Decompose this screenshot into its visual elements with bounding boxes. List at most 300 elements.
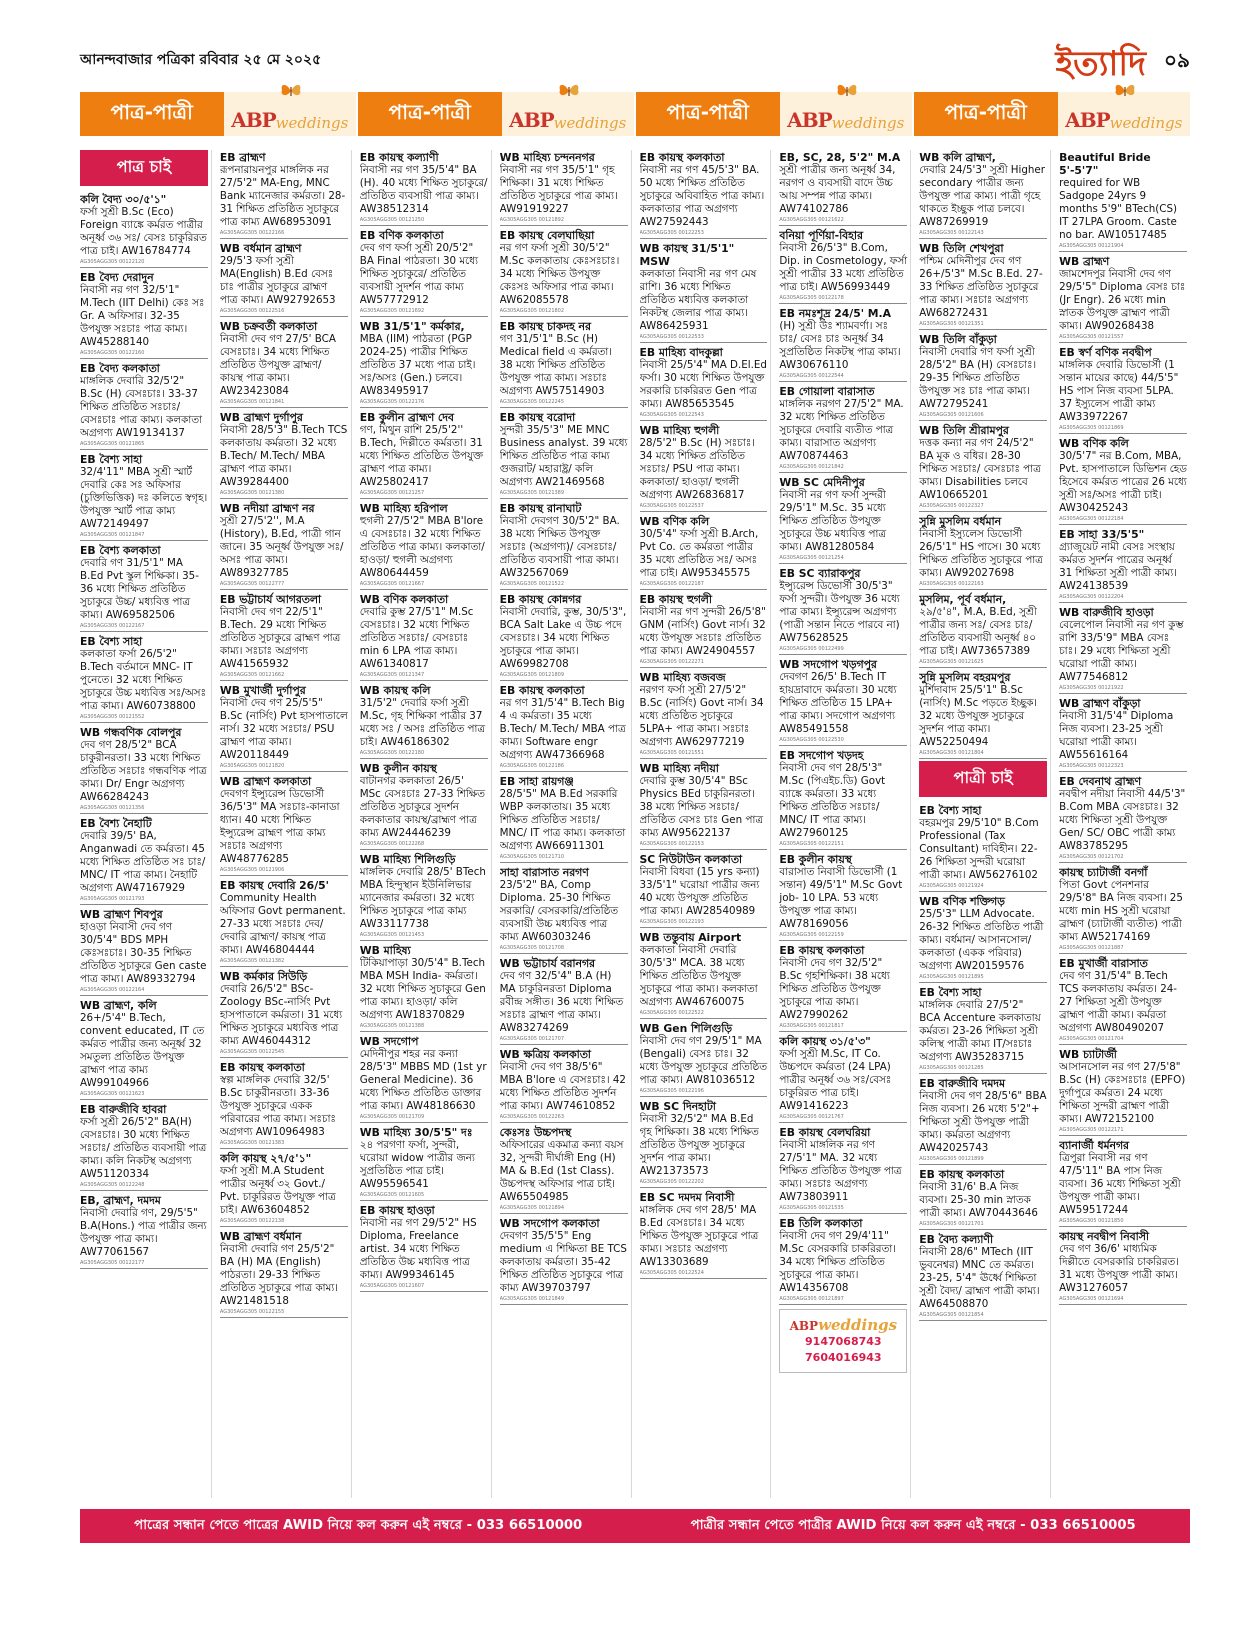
ad-reference-code: AG305AGG305 00121552 (80, 714, 145, 720)
classified-ad (500, 865, 628, 954)
ad-heading: WB SC দিনহাটা (639, 1100, 716, 1113)
abp-weddings-logo (1058, 92, 1190, 136)
ad-heading: EB বৈশ্য সাহা (919, 804, 982, 817)
classified-ad (640, 1099, 768, 1188)
section-heading-patri-chai: পাত্রী চাই (919, 761, 1047, 797)
ad-reference-code: AG305AGG305 00122204 (1059, 594, 1124, 600)
ad-text: পশ্চিম মেদিনীপুর দেব গণ 26+/5'3" M.Sc B.Ed. 27-33 শিক্ষিত প্রতিষ্ঠিত সুচাকুরে পাত্র কাম্য। সঃচাঃ অগ্রগণ্য AW68272431 (919, 255, 1043, 319)
ad-reference-code: AG305AGG305 00122268 (359, 841, 425, 847)
ad-heading: WB মাহিষ্য শিলিগুড়ি (359, 853, 456, 866)
ad-reference-code: AG305AGG305 00121841 (219, 399, 285, 405)
band-title: পাত্র-পাত্রী (636, 92, 780, 136)
classified-column (1059, 150, 1190, 1498)
classified-ad (220, 1151, 348, 1227)
abp-weddings-contact-box (779, 1309, 907, 1373)
ad-reference-code: AG305AGG305 00121820 (219, 763, 285, 769)
ad-reference-code: AG305AGG305 00122171 (1059, 1127, 1124, 1133)
classified-ad (779, 943, 907, 1032)
ad-reference-code: AG305AGG305 00122522 (639, 1010, 704, 1016)
ad-reference-code: AG305AGG305 00121622 (779, 217, 844, 223)
ad-text: দত্তক কন্যা নর গণ 24/5'2" BA মূক ও বধির। 28-30 শিক্ষিত সঃচাঃ/ বেসঃচাঃ পাত্র কাম্য। Disabilities চলবে AW10665201 (919, 437, 1041, 501)
classified-ad (640, 345, 768, 421)
classified-columns (80, 150, 1190, 1498)
ad-heading: WB ব্রাহ্মণ বাঁকুড়া (1059, 697, 1141, 710)
ad-text: হুগলী 27/5'2" MBA B'lore এ বেসঃচাঃ। 32 মধ্যে শিক্ষিত প্রতিষ্ঠিত পাত্র কাম্য। কলকাতা/ হাওড়া/ হুগলী অগ্রগণ্য AW80644459 (359, 515, 485, 579)
ad-heading: কায়স্থ নবদ্বীপ নিবাসী (1059, 1230, 1150, 1243)
ad-heading: EB কুলীন ব্রাহ্মণ দেব (359, 411, 454, 424)
ad-text: জামশেদপুর নিবাসী দেব গণ 29/5'5" Diploma বেসঃ চাঃ (Jr Engr). 26 মধ্যে min স্নাতক উপযুক্ত ব্রাহ্মণ পাত্রী কাম্য। AW90268438 (1059, 268, 1186, 332)
ad-reference-code: AG305AGG305 00121802 (499, 308, 565, 314)
ad-heading: EB কায়স্থ কলকাতা (919, 1168, 1005, 1181)
ad-text: 31/5'2" দেবারি ফর্সা সুশ্রী M.Sc, গৃহ শিক্ষিকা পাত্রীর 37 মধ্যে সঃ / অসঃ প্রতিষ্ঠিত পাত্র চাই। AW46186302 (359, 697, 485, 748)
ad-reference-code: AG305AGG305 00122196 (639, 1088, 704, 1094)
classified-ad (779, 657, 907, 746)
ad-text: required for WB Sadgope 24yrs 9 months 5'9" BTech(CS) IT 27LPA Groom. Caste no bar. AW10517485 (1059, 177, 1178, 241)
logo-weddings: weddings (1109, 114, 1183, 132)
ad-heading: EB কায়স্থ কলকাতা (779, 944, 865, 957)
section-heading-patro-chai: পাত্র চাই (80, 150, 208, 186)
promo-logo-abp: ABP (789, 1319, 819, 1333)
ad-reference-code: AG305AGG305 00122143 (919, 230, 984, 236)
ad-heading: WB বণিক কলি (639, 515, 710, 528)
classified-ad (779, 1216, 907, 1305)
ad-heading: EB বৈশ্য নৈহাটি (80, 817, 152, 830)
ad-heading: EB মুখার্জী বারাসাত (1059, 957, 1148, 970)
classified-ad (779, 228, 907, 304)
ad-text: বহরমপুর 29/5'10" B.Com Professional (Tax Consultant) দাবিহীন। 22-26 শিক্ষিতা সুন্দরী ঘরোয়া পাত্রী কাম্য। AW56276102 (919, 817, 1039, 881)
ad-heading: WB বর্ধমান ব্রাহ্মণ (219, 242, 302, 255)
promo-logo-weddings: weddings (818, 1316, 898, 1334)
ad-reference-code: AG305AGG305 00121389 (499, 490, 565, 496)
classified-ad (779, 150, 907, 226)
ad-heading: কায়স্থ চ্যাটার্জী বনগাঁ (1059, 866, 1148, 879)
ad-text: নিবাসী দেব গণ 32/5'2" B.Sc গৃহশিক্ষিকা। 38 মধ্যে শিক্ষিত প্রতিষ্ঠিত উপযুক্ত সুচাকুরে পাত্র কাম্য। AW27990262 (779, 957, 890, 1021)
ad-text: সুশ্রী 27/5'2'', M.A (History), B.Ed, পাত্রী গান জানে। 35 অনূর্ধ্ব উপযুক্ত সঃ/অসঃ পাত্র কাম্য। AW89327785 (219, 515, 344, 579)
ad-heading: WB SC মেদিনীপুর (779, 476, 865, 489)
ad-heading: WB তিলি বাঁকুড়া (919, 333, 997, 346)
ad-heading: WB মাহিষ্য হুগলী (639, 424, 720, 437)
ad-text: নিবাসী বিধবা (15 yrs কন্যা) 33/5'1" ঘরোয়া পাত্রীর জন্য 40 মধ্যে উপযুক্ত প্রতিষ্ঠিত পাত্র কাম্য। AW28540989 (639, 866, 760, 917)
ad-text: নিবাসী নর গণ 32/5'1" M.Tech (IIT Delhi) কেঃ সঃ Gr. A অফিসার। 32-35 উপযুক্ত সঃচাঃ পাত্র কাম্য। AW45288140 (80, 284, 205, 348)
ad-reference-code: AG305AGG305 00121707 (499, 1036, 565, 1042)
ad-text: দেব গণ 28/5'2" BCA চাকুরীনরতা। 33 মধ্যে শিক্ষিত প্রতিষ্ঠিত সঃচাঃ গন্ধবণিক পাত্র কাম্য। Dr/ Engr অগ্রগণ্য AW66284243 (80, 739, 207, 803)
ad-heading: EB কায়স্থ বরোদা (499, 411, 576, 424)
ad-text: সুন্দরী 35/5'3" ME MNC Business analyst. 39 মধ্যে শিক্ষিত প্রতিষ্ঠিত পাত্র কাম্য গুজরাট/ মহারাষ্ট্র/ কলি অগ্রগণ্য AW21469568 (499, 424, 628, 488)
ad-text: দেব গণ 32/5'4" B.A (H) MA চাকুরিনরতা Diploma রবীন্দ্র সঙ্গীত। 36 মধ্যে শিক্ষিত সঃচাঃ ব্রাহ্মণ পাত্র কাম্য। AW83274269 (499, 970, 624, 1034)
ad-heading: EB, ব্রাহ্মণ, দমদম (80, 1194, 161, 1207)
ad-heading: WB কুলীন কায়স্থ (359, 762, 437, 775)
ad-reference-code: AG305AGG305 00121865 (80, 441, 145, 447)
ad-heading: EB বৈশ্য সাহা (80, 635, 143, 648)
ad-heading: WB ব্রাহ্মণ কলকাতা (219, 775, 312, 788)
ad-text: নিবাসী দেব গণ 28/5'6" BBA নিজ ব্যবসা। 26 মধ্যে 5'2"+ শিক্ষিতা সুশ্রী উপযুক্ত পাত্রী কাম্য। কর্মরতা অগ্রগণ্য AW42025743 (919, 1090, 1047, 1154)
ad-text: রূপনারায়নপুর মাঙ্গলিক নর 27/5'2" MA-Eng, MNC Bank ম্যানেজার কর্মরতা। 28-31 শিক্ষিত প্রতিষ্ঠিত সুচাকুরে পাত্র কাম্য AW68953091 (219, 164, 346, 228)
ad-text: নর গণ 31/5'4" B.Tech Big 4 এ কর্মরতা। 35 মধ্যে B.Tech/ M.Tech/ MBA পাত্র কাম্য। Software engr অগ্রগণ্য AW47366968 (499, 697, 626, 761)
ad-reference-code: AG305AGG305 00121804 (919, 750, 984, 756)
classified-ad (1059, 527, 1187, 603)
section-band (634, 92, 912, 136)
ad-text: নিবাসী নর গণ 29/5'2" HS Diploma, Freelance artist. 34 মধ্যে শিক্ষিত প্রতিষ্ঠিত উচ্চ মধ্যবিত্ত পাত্র কাম্য। AW99346145 (359, 1217, 477, 1281)
ad-text: ফর্সা সুশ্রী 26/5'2" BA(H) বেসঃচাঃ। 30 মধ্যে শিক্ষিত সঃচাঃ/ প্রতিষ্ঠিত ব্যবসায়ী পাত্র কাম্য। কলি নিকটস্থ অগ্রগণ্য AW51120334 (80, 1116, 207, 1180)
ad-heading: EB বৈশ্য সাহা (919, 986, 982, 999)
ad-heading: EB বৈশ্য কলকাতা (80, 544, 161, 557)
footer-banner (80, 1509, 1190, 1543)
ad-text: দেবগণ ইন্স্যুরেন্স ডিভোর্সী 36/5'3" MA সঃচাঃ-কানাডা ধ্যান। 40 মধ্যে শিক্ষিত ইন্স্যুরেন্স ব্রাহ্মণ পাত্র কাম্য সঃচাঃ অগ্রগণ্য AW48776285 (219, 788, 340, 865)
ad-heading: WB সদগোপ (359, 1035, 419, 1048)
ad-reference-code: AG305AGG305 00121254 (779, 555, 844, 561)
classified-ad (919, 241, 1047, 330)
ad-text: পিতা Govt পেনশনার 29/5'8" BA নিজ ব্যবসা। 25 মধ্যে min HS সুশ্রী ঘরোয়া ব্রাহ্মণ (চ্যাটার্জী ব্যতীত) পাত্রী কাম্য AW52174169 (1059, 879, 1183, 943)
ad-text: নিবাসী 28/5'3" B.Tech TCS কলকাতায় কর্মরতা। 32 মধ্যে B.Tech/ M.Tech/ MBA ব্রাহ্মণ পাত্র কাম্য। AW39284400 (219, 424, 348, 488)
ad-text: নর গণ ফর্সা সুশ্রী 30/5'2" M.Sc কলকাতায় কেঃসঃচাঃ। 34 মধ্যে শিক্ষিত উপযুক্ত কেঃসঃ অফিসার পাত্র কাম্য। AW62085578 (499, 242, 620, 306)
classified-ad (640, 423, 768, 512)
ad-reference-code: AG305AGG305 00122120 (80, 259, 145, 265)
ad-reference-code: AG305AGG305 00121850 (1059, 1218, 1124, 1224)
ad-text: নিবাসী নর গণ ফর্সা সুন্দরী 29/5'1" M.Sc. 35 মধ্যে শিক্ষিত প্রতিষ্ঠিত উপযুক্ত সুচাকুরে উচ্চ মধ্যবিত্ত পাত্র কাম্য। AW81280584 (779, 489, 886, 553)
classified-ad (500, 1047, 628, 1123)
ad-reference-code: AG305AGG305 00121257 (359, 490, 425, 496)
logo-weddings: weddings (275, 114, 349, 132)
ad-text: গণ, মিথুন রাশি 25/5'2'' B.Tech, দিল্লীতে কর্মরতা। 31 মধ্যে শিক্ষিত প্রতিষ্ঠিত উপযুক্ত ব্রাহ্মণ পাত্র কাম্য। AW25802417 (359, 424, 483, 488)
ad-heading: WB চ্যাটার্জী (1059, 1048, 1117, 1061)
ad-reference-code: AG305AGG305 00122178 (779, 295, 844, 301)
ad-reference-code: AG305AGG305 00121809 (499, 672, 565, 678)
ad-text: 23/5'2" BA, Comp Diploma. 25-30 শিক্ষিত সরকারি/ বেসরকারি/প্রতিষ্ঠিত ব্যবসায়ী উচ্চ মধ্যবিত্ত পাত্র কাম্য AW60303246 (499, 879, 619, 943)
classified-column (80, 150, 212, 1498)
ad-reference-code: AG305AGG305 00121605 (359, 1192, 425, 1198)
ad-heading: মুসলিম, পূর্ব বর্ধমান, (919, 593, 1007, 606)
ad-reference-code: AG305AGG305 00122164 (80, 987, 145, 993)
classified-ad (919, 803, 1047, 892)
ad-heading: EB বণিক কলকাতা (359, 229, 444, 242)
ad-heading: EB সাহা 33/5'5" (1059, 528, 1145, 541)
ad-reference-code: AG305AGG305 00121869 (1059, 425, 1124, 431)
classified-ad (919, 1167, 1047, 1230)
ad-text: কলকাতা ফর্সা 26/5'2" B.Tech বর্তমানে MNC- IT পুনেতে। 32 মধ্যে শিক্ষিত সুচাকুরে উচ্চ মধ্যবিত্ত সঃ/অসঃ পাত্র কাম্য। AW60738800 (80, 648, 206, 712)
classified-ad (360, 1203, 488, 1292)
ad-reference-code: AG305AGG305 00121383 (219, 1140, 285, 1146)
classified-ad (1059, 1229, 1187, 1305)
ad-text: অফিসারের একমাত্র কন্যা বয়স 32, সুন্দরী দীর্ঘাঙ্গী Eng (H) MA & B.Ed (1st Class). উচ্চপদস্থ অফিসার পাত্র চাই। AW65504985 (499, 1139, 624, 1203)
classified-ad (640, 761, 768, 850)
ad-reference-code: AG305AGG305 00122193 (639, 919, 704, 925)
ad-heading: WB মাহিষ্য 30/5'5" দঃ (359, 1126, 473, 1139)
ad-text: দেবারি কুম্ভ 27/5'1" M.Sc বেসঃচাঃ। 32 মধ্যে শিক্ষিত প্রতিষ্ঠিত সঃচাঃ/ বেসঃচাঃ min 6 LPA পাত্র কাম্য। AW61340817 (359, 606, 474, 670)
ad-reference-code: AG305AGG305 00121285 (919, 1065, 984, 1071)
ad-reference-code: AG305AGG305 00122245 (499, 399, 565, 405)
butterfly-icon (558, 82, 580, 100)
ad-heading: WB ব্রাহ্মণ শিবপুর (80, 908, 163, 921)
ad-text: নিবাসী দেব গণ 28/5'3" M.Sc (পিএইচ.ডি) Govt ব্যাঙ্কে কর্মরতা। 33 মধ্যে শিক্ষিত প্রতিষ্ঠিত সঃচাঃ/ MNC/ IT পাত্র কাম্য। AW27960125 (779, 762, 886, 839)
ad-reference-code: AG305AGG305 00122151 (779, 841, 844, 847)
ad-reference-code: AG305AGG305 00122545 (219, 1049, 285, 1055)
classified-ad (919, 332, 1047, 421)
ad-reference-code: AG305AGG305 00121380 (219, 490, 285, 496)
classified-ad (80, 543, 208, 632)
classified-ad (1059, 696, 1187, 772)
band-title: পাত্র-পাত্রী (914, 92, 1058, 136)
ad-reference-code: AG305AGG305 00122524 (639, 1270, 704, 1276)
ad-reference-code: AG305AGG305 00122543 (639, 412, 704, 418)
ad-reference-code: AG305AGG305 00122248 (80, 1182, 145, 1188)
ad-text: নিবাসী 25/5'4" MA D.El.Ed ফর্সা। 30 মধ্যে শিক্ষিত উপযুক্ত সরকারি চাকরিরত Gen পাত্র কাম্য। AW85653545 (639, 359, 767, 410)
ad-heading: EB নমঃশূদ্র 24/5' M.A (779, 307, 892, 320)
ad-text: মুর্শিদাবাদ 25/5'1" B.Sc (নার্সিং) M.Sc পড়তে ইচ্ছুক। 32 মধ্যে উপযুক্ত সুচাকুরে সুদর্শন পাত্র কাম্য। AW52250494 (919, 684, 1037, 748)
ad-heading: WB মাহিষ্য নদীয়া (639, 762, 719, 775)
butterfly-icon (836, 82, 858, 100)
ad-heading: EB ব্রাহ্মণ (219, 151, 266, 164)
ad-text: ফর্সা সুশ্রী M.Sc, IT Co. উচ্চপদে কর্মরতা (24 LPA) পাত্রীর অনূর্ধ্ব ৩৬ সঃ/বেসঃ চাকুরিরত পাত্র চাই। AW91416223 (779, 1048, 892, 1112)
ad-text: কলকাতা নিবাসী দেবারি 30/5'3" MCA. 38 মধ্যে শিক্ষিত প্রতিষ্ঠিত উপযুক্ত সুচাকুরে পাত্র কাম্য। কলকাতা অগ্রগণ্য AW46760075 (639, 944, 758, 1008)
ad-text: নিবাসী দেবারি গণ, 29/5'5" B.A(Hons.) পাত্র পাত্রীর জন্য উপযুক্ত পাত্র কাম্য। AW77061567 (80, 1207, 207, 1258)
ad-heading: WB কলি ব্রাহ্মণ, (919, 151, 996, 164)
ad-heading: কলি কায়স্থ ২৭/৫'১" (219, 1152, 312, 1165)
ad-reference-code: AG305AGG305 00122327 (919, 503, 984, 509)
ad-text: দেবারি 39/5' BA, Anganwadi তে কর্মরতা। 45 মধ্যে শিক্ষিত প্রতিষ্ঠিত সঃ চাঃ/ MNC/ IT পাত্র কাম্য। নৈহাটি অগ্রগণ্য AW47167929 (80, 830, 206, 894)
classified-ad (779, 566, 907, 655)
ad-reference-code: AG305AGG305 00121854 (919, 1312, 984, 1318)
ad-reference-code: AG305AGG305 00121847 (80, 532, 145, 538)
classified-ad (360, 852, 488, 941)
ad-heading: সাহা বারাসাত নরগণ (499, 866, 589, 879)
classified-ad (1059, 345, 1187, 434)
classified-ad (1059, 605, 1187, 694)
classified-ad (500, 956, 628, 1045)
ad-heading: EB বৈশ্য সাহা (80, 453, 143, 466)
ad-heading: WB মাহিষ্য চন্দননগর (499, 151, 595, 164)
ad-heading: WB Gen শিলিগুড়ি (639, 1022, 733, 1035)
classified-ad (220, 592, 348, 681)
ad-text: নিবাসী দেব গণ 25/5'5" B.Sc (নার্সিং) Pvt হাসপাতালে নার্স। 32 মধ্যে সঃচাঃ/ PSU ব্রাহ্মণ পাত্র কাম্য। AW20118449 (219, 697, 348, 761)
ad-text: মাঙ্গলিক দেব গণ 28/5' MA B.Ed বেসঃচাঃ। 34 মধ্যে শিক্ষিত উপযুক্ত সুচাকুরে পাত্র কাম্য। সঃচাঃ অগ্রগণ্য AW13303689 (639, 1204, 759, 1268)
ad-heading: EB কুলীন কায়স্থ (779, 853, 852, 866)
ad-heading: EB তিলি কলকাতা (779, 1217, 863, 1230)
ad-text: MBA (IIM) পাঠরতা (PGP 2024-25) পাত্রীর শিক্ষিত প্রতিষ্ঠিত 37 মধ্যে পাত্র চাই। সঃ/অসঃ (Gen.) চলবে। AW83495917 (359, 333, 476, 397)
ad-reference-code: AG305AGG305 00121849 (499, 1296, 565, 1302)
classified-ad (220, 878, 348, 967)
ad-heading: EB মাহিষ্য বাদকুল্লা (639, 346, 723, 359)
classified-ad (779, 384, 907, 473)
ad-heading: WB বণিক কলকাতা (359, 593, 449, 606)
classified-ad (80, 1193, 208, 1269)
ad-heading: EB কায়স্থ কল্যাণী (359, 151, 439, 164)
ad-reference-code: AG305AGG305 00121694 (1059, 1296, 1124, 1302)
ad-text: দেব গণ 36/6' মাধ্যমিক দিল্লীতে বেসরকারি চাকরিরত। 31 মধ্যে উপযুক্ত পাত্রী কাম্য। AW31276057 (1059, 1243, 1179, 1294)
ad-reference-code: AG305AGG305 00121351 (919, 321, 984, 327)
classified-ad (919, 514, 1047, 590)
classified-ad (640, 514, 768, 590)
ad-heading: WB ব্রাহ্মণ বর্ধমান (219, 1230, 302, 1243)
classified-ad (220, 501, 348, 590)
ad-heading: WB মুখার্জী দুর্গাপুর (219, 684, 306, 697)
ad-heading: WB কায়স্থ 31/5'1" MSW (639, 242, 735, 268)
ad-reference-code: AG305AGG305 00121623 (80, 1091, 145, 1097)
classified-ad (500, 501, 628, 590)
ad-reference-code: AG305AGG305 00122202 (639, 1179, 704, 1185)
ad-text: নিবাসী 31/5'4" Diploma নিজ ব্যবসা। 23-25 সুশ্রী ঘরোয়া পাত্রী কাম্য। AW55616164 (1059, 710, 1174, 761)
ad-reference-code: AG305AGG305 00122138 (219, 1218, 285, 1224)
ad-heading: EB কায়স্থ কলকাতা (499, 684, 585, 697)
classified-ad (1059, 436, 1187, 525)
ad-reference-code: AG305AGG305 00122163 (919, 581, 984, 587)
footer-groom-helpline: পাত্রের সন্ধান পেতে পাত্রের AWID নিয়ে কল করুন এই নম্বরে - 033 66510000 (134, 1518, 583, 1533)
ad-heading: কলি বৈদ্য ৩০/৫'১" (80, 193, 167, 206)
ad-heading: সুন্নি মুসলিম বহরমপুর (919, 671, 1011, 684)
classified-ad (500, 592, 628, 681)
classified-ad (360, 761, 488, 850)
ad-reference-code: AG305AGG305 00121897 (779, 1296, 844, 1302)
ad-text: ফর্সা সুশ্রী M.A Student পাত্রীর অনূর্ধ্ব ৩২ Govt./ Pvt. চাকুরিরত উপযুক্ত পাত্র চাই। AW63604852 (219, 1165, 336, 1216)
ad-heading: EB কায়স্থ কলকাতা (639, 151, 725, 164)
ad-text: নিবাসী দেবারি গণ 25/5'2" BA (H) MA (English) পাঠরতা। 29-33 শিক্ষিত প্রতিষ্ঠিত সুচাকুরে পাত্র কাম্য। AW21481518 (219, 1243, 338, 1307)
ad-reference-code: AG305AGG305 00121708 (499, 945, 565, 951)
ad-reference-code: AG305AGG305 00122253 (639, 230, 704, 236)
page-number: ০৯ (1164, 48, 1190, 72)
ad-heading: WB চক্রবর্তী কলকাতা (219, 320, 318, 333)
ad-text: দেব গণ ফর্সা সুশ্রী 20/5'2" BA Final পাঠরতা। 30 মধ্যে শিক্ষিত সুচাকুরে/ প্রতিষ্ঠিত ব্যবসায়ী সুদর্শন পাত্র কাম্য AW57772912 (359, 242, 478, 306)
ad-heading: SC নিউটাউন কলকাতা (639, 853, 743, 866)
classified-ad (640, 1021, 768, 1097)
ad-heading: WB ভট্টাচার্য বরানগর (499, 957, 595, 970)
classified-ad (220, 969, 348, 1058)
ad-reference-code: AG305AGG305 00121922 (1059, 685, 1124, 691)
classified-ad (640, 670, 768, 759)
ad-reference-code: AG305AGG305 00122167 (80, 623, 145, 629)
ad-text: নিবাসী 28/6" MTech (IIT ভুবনেশ্বর) MNC তে কর্মরত। 23-25, 5'4" ঊর্ধ্বে শিক্ষিতা সুশ্রী বৈদ্য/ ব্রাহ্মণ পাত্রী কাম্য। AW64508870 (919, 1246, 1040, 1310)
ad-heading: WB তন্তুবায় Airport (639, 931, 742, 944)
ad-text: কলকাতা নিবাসী নর গণ মেষ রাশি। 36 মধ্যে শিক্ষিত প্রতিষ্ঠিত মধ্যবিত্ত কলকাতা নিকটস্থ জেলার পাত্র কাম্য। AW86425931 (639, 268, 757, 332)
band-title: পাত্র-পাত্রী (358, 92, 502, 136)
classified-ad (360, 319, 488, 408)
classified-ad (1059, 865, 1187, 954)
ad-reference-code: AG305AGG305 00122186 (499, 763, 565, 769)
ad-text: নবদ্বীপ নদীয়া নিবাসী 44/5'3" B.Com MBA বেসঃচাঃ। 32 মধ্যে শিক্ষিতা সুশ্রী উপযুক্ত Gen/ SC/ OBC পাত্রী কাম্য AW83785295 (1059, 788, 1186, 852)
classified-ad (1059, 774, 1187, 863)
ad-reference-code: AG305AGG305 00122530 (779, 737, 844, 743)
ad-text: 28/5'2" B.Sc (H) সঃচাঃ। 34 মধ্যে শিক্ষিত প্রতিষ্ঠিত সঃচাঃ/ PSU পাত্র কাম্য। কলকাতা/ হাওড়া/ হুগলী অগ্রগণ্য AW26836817 (639, 437, 755, 501)
ad-text: হাওড়া নিবাসী দেব গণ 30/5'4" BDS MPH কেঃসঃচাঃ। 30-35 শিক্ষিত প্রতিষ্ঠিত সুচাকুরে Gen caste পাত্র কাম্য। AW89332794 (80, 921, 207, 985)
ad-reference-code: AG305AGG305 00122499 (779, 646, 844, 652)
classified-ad (919, 423, 1047, 512)
ad-text: নিবাসী 26/5'3" B.Com, Dip. in Cosmetology, ফর্সা সুশ্রী পাত্রীর 33 মধ্যে প্রতিষ্ঠিত পাত্র চাই। AW56993449 (779, 242, 908, 293)
ad-reference-code: AG305AGG305 00121892 (499, 217, 565, 223)
footer-bride-helpline: পাত্রীর সন্ধান পেতে পাত্রীর AWID নিয়ে কল করুন এই নম্বরে - 033 66510005 (690, 1518, 1136, 1533)
ad-reference-code: AG305AGG305 00121692 (359, 308, 425, 314)
ad-heading: WB ব্রাহ্মণ (1059, 255, 1110, 268)
classified-ad (80, 192, 208, 268)
ad-heading: EB কায়স্থ হাওড়া (359, 1204, 435, 1217)
classified-ad (360, 228, 488, 317)
classified-ad (220, 319, 348, 408)
ad-reference-code: AG305AGG305 00121895 (919, 974, 984, 980)
ad-reference-code: AG305AGG305 00121607 (359, 1283, 425, 1289)
classified-ad (640, 1190, 768, 1279)
ad-heading: EB বারুজীবি দমদম (919, 1077, 1005, 1090)
ad-reference-code: AG305AGG305 00121817 (779, 1023, 844, 1029)
classified-ad (500, 319, 628, 408)
ad-heading: EB কায়স্থ কোন্নগর (499, 593, 582, 606)
classified-ad (500, 228, 628, 317)
classified-ad (500, 150, 628, 226)
ad-reference-code: AG305AGG305 00122516 (219, 308, 285, 314)
newspaper-dateline: আনন্দবাজার পত্রিকা রবিবার ২৫ মে ২০২৫ (80, 52, 322, 68)
ad-heading: WB বণিক কলি (1059, 437, 1129, 450)
ad-text: বাটানগর কলকাতা 26/5' MSc বেসঃচাঃ 27-33 শিক্ষিত প্রতিষ্ঠিত সুচাকুরে সুদর্শন কলকাতার কায়স্থ/ব্রাহ্মণ পাত্র কাম্য AW24446239 (359, 775, 485, 839)
ad-text: দেবারি 26/5'2" BSc- Zoology BSc-নার্সিং Pvt হাসপাতালে কর্মরতা। 31 মধ্যে শিক্ষিত সুচাকুরে মধ্যবিত্ত পাত্র কাম্য AW46044312 (219, 983, 343, 1047)
ad-reference-code: AG305AGG305 00121842 (779, 464, 844, 470)
ad-heading: EB বৈদ্য কলকাতা (80, 362, 160, 375)
ad-text: 29/5'3 ফর্সা সুশ্রী MA(English) B.Ed বেসঃ চাঃ পাত্রীর সুচাকুরে ব্রাহ্মণ পাত্র কাম্য। AW92792653 (219, 255, 336, 306)
classified-ad (779, 852, 907, 941)
classified-ad (220, 774, 348, 876)
promo-logo (786, 1316, 900, 1334)
ad-reference-code: AG305AGG305 00121709 (359, 1114, 425, 1120)
classified-ad (220, 150, 348, 239)
section-band (80, 92, 356, 136)
ad-text: Community Health অফিসার Govt permanent. 27-33 মধ্যে সঃচাঃ দেব/ দেবারি ব্রাহ্মণ/ কায়স্থ পাত্র কাম্য। AW46804444 (219, 892, 346, 956)
classified-ad (1059, 956, 1187, 1045)
classified-ad (640, 930, 768, 1019)
ad-text: (H) সুশ্রী উঃ শ্যামবর্ণা। সঃ চাঃ/ বেসঃ চাঃ অনূর্ধ্ব 34 সুপ্রতিষ্ঠিত নিকটস্থ পাত্র কাম্য। AW30676110 (779, 320, 901, 371)
classified-ad (80, 907, 208, 996)
ad-text: নিবাসী দেবারি, কুম্ভ, 30/5'3", BCA Salt Lake এ উচ্চ পদে বেসঃচাঃ। 34 মধ্যে শিক্ষিত সুচাকুরে পাত্র কাম্য। AW69982708 (499, 606, 627, 670)
band-title: পাত্র-পাত্রী (80, 92, 224, 136)
ad-text: ২৯/৫'৪", M.A, B.Ed, সুশ্রী পাত্রীর জন্য সঃ/ বেসঃ চাঃ/ প্রতিষ্ঠিত ব্যবসায়ী অনূর্ধ্ব ৪০ পাত্র চাই। AW73657389 (919, 606, 1037, 657)
classified-ad (500, 683, 628, 772)
ad-heading: WB তিলি শ্রীরামপুর (919, 424, 1009, 437)
classified-ad (640, 241, 768, 343)
ad-heading: EB সদগোপ খড়দহ (779, 749, 864, 762)
ad-heading: EB কায়স্থ দেবারি 26/5' (219, 879, 329, 892)
ad-text: নিবাসী দেব গণ 27/5' BCA বেসঃচাঃ। 34 মধ্যে শিক্ষিত প্রতিষ্ঠিত উপযুক্ত ব্রাহ্মণ/ কায়স্থ পাত্র কাম্য। AW23423084 (219, 333, 336, 397)
ad-text: বেলেপোল নিবাসী নর গণ কুম্ভ রাশি 33/5'9" MBA বেসঃ চাঃ। 29 মধ্যে শিক্ষিতা সুশ্রী ঘরোয়া পাত্রী কাম্য। AW77546812 (1059, 619, 1184, 683)
ad-reference-code: AG305AGG305 00122184 (1059, 516, 1124, 522)
ad-heading: ব্যানার্জী ধর্মনগর (1059, 1139, 1129, 1152)
ad-text: মাঙ্গলিক নরগণ 27/5'2" MA. 32 মধ্যে শিক্ষিত প্রতিষ্ঠিত সুচাকুরে দেবারি ব্যতীত পাত্র কাম্য। বারাসাত অগ্রগণ্য AW70874463 (779, 398, 904, 462)
ad-heading: EB কায়স্থ বেলঘাছিয়া (499, 229, 595, 242)
ad-text: গণ 31/5'1" B.Sc (H) Medical field এ কর্মরতা। 38 মধ্যে শিক্ষিত প্রতিষ্ঠিত উপযুক্ত পাত্র কাম্য। সঃচাঃ অগ্রগণ্য AW57514903 (499, 333, 612, 397)
classified-ad (360, 1034, 488, 1123)
ad-text: নিবাসী নর গণ 45/5'3" BA. 50 মধ্যে শিক্ষিত প্রতিষ্ঠিত সুচাকুরে অবিবাহিত পাত্র কাম্য। কলকাতার পাত্র অগ্রগণ্য AW27592443 (639, 164, 765, 228)
ad-text: দেবারি কুম্ভ 30/5'4" BSc Physics BEd চাকুরিনরতা। 38 মধ্যে শিক্ষিত সঃচাঃ/ প্রতিষ্ঠিত বেসঃ চাঃ Gen পাত্র কাম্য AW95622137 (639, 775, 763, 839)
classified-ad (1059, 1047, 1187, 1136)
promo-phone-2: 7604016943 (805, 1351, 882, 1364)
ad-text: নিবাসী নর গণ 35/5'4" BA (H). 40 মধ্যে শিক্ষিত সুচাকুরে/ প্রতিষ্ঠিত ব্যবসায়ী পাত্র কাম্য। AW38512314 (359, 164, 488, 215)
ad-text: নিবাসী নর গণ সুন্দরী 26/5'8" GNM (নার্সিং) Govt নার্স। 32 মধ্যে উপযুক্ত সঃচাঃ প্রতিষ্ঠিত পাত্র কাম্য। AW24904557 (639, 606, 766, 657)
ad-heading: WB 31/5'1" কর্মকার, (359, 320, 465, 333)
ad-heading: EB বৈদ্য দেরাদুন (80, 271, 154, 284)
ad-reference-code: AG305AGG305 00122155 (219, 1309, 285, 1315)
ad-heading: EB ভট্টাচার্য আগরতলা (219, 593, 322, 606)
ad-reference-code: AG305AGG305 00121551 (639, 750, 704, 756)
ad-heading: WB নদীয়া ব্রাহ্মণ নর (219, 502, 315, 515)
ad-reference-code: AG305AGG305 00122153 (639, 841, 704, 847)
ad-reference-code: AG305AGG305 00122271 (639, 659, 704, 665)
ad-heading: EB কায়স্থ কলকাতা (219, 1061, 305, 1074)
ad-text: মাঙ্গলিক দেবারি 27/5'2" BCA Accenture কলকাতায় কর্মরত। 23-26 শিক্ষিতা সুশ্রী কলিস্থ পাত্রী কাম্য IT/সঃচাঃ অগ্রগণ্য AW35283715 (919, 999, 1041, 1063)
ad-text: বারাসাত নিবাসী ডিভোর্সী (1 সন্তান) 49/5'1" M.Sc Govt job- 10 LPA. 53 মধ্যে উপযুক্ত পাত্র কাম্য। AW78169056 (779, 866, 903, 930)
classified-ad (500, 774, 628, 863)
classified-ad (220, 410, 348, 499)
classified-ad (1059, 1138, 1187, 1227)
classified-ad (80, 270, 208, 359)
classified-ad (220, 241, 348, 317)
ad-text: 26+/5'4" B.Tech, convent educated, IT তে কর্মরত পাত্রীর জন্য অনূর্ধ্ব 32 সমতুল্য প্রতিষ্ঠিত উপযুক্ত ব্রাহ্মণ পাত্র কাম্য AW99104966 (80, 1012, 205, 1089)
ad-text: দেবারি গণ 31/5'1" MA B.Ed Pvt স্কুল শিক্ষিকা। 35-36 মধ্যে শিক্ষিত প্রতিষ্ঠিত সুচাকুরে উচ্চ/ মধ্যবিত্ত পাত্র কাম্য। AW69582506 (80, 557, 199, 621)
logo-abp: ABP (231, 108, 276, 132)
ad-heading: EB গোয়ালা বারাসাত (779, 385, 875, 398)
ad-text: মাঙ্গলিক দেবারি ডিভোর্সী (1 সন্তান মায়ের কাছে) 44/5'5" HS পাস নিজ ব্যবসা 5LPA. 37 ইস্যুলেস পাত্রী কাম্য AW33972267 (1059, 359, 1179, 423)
